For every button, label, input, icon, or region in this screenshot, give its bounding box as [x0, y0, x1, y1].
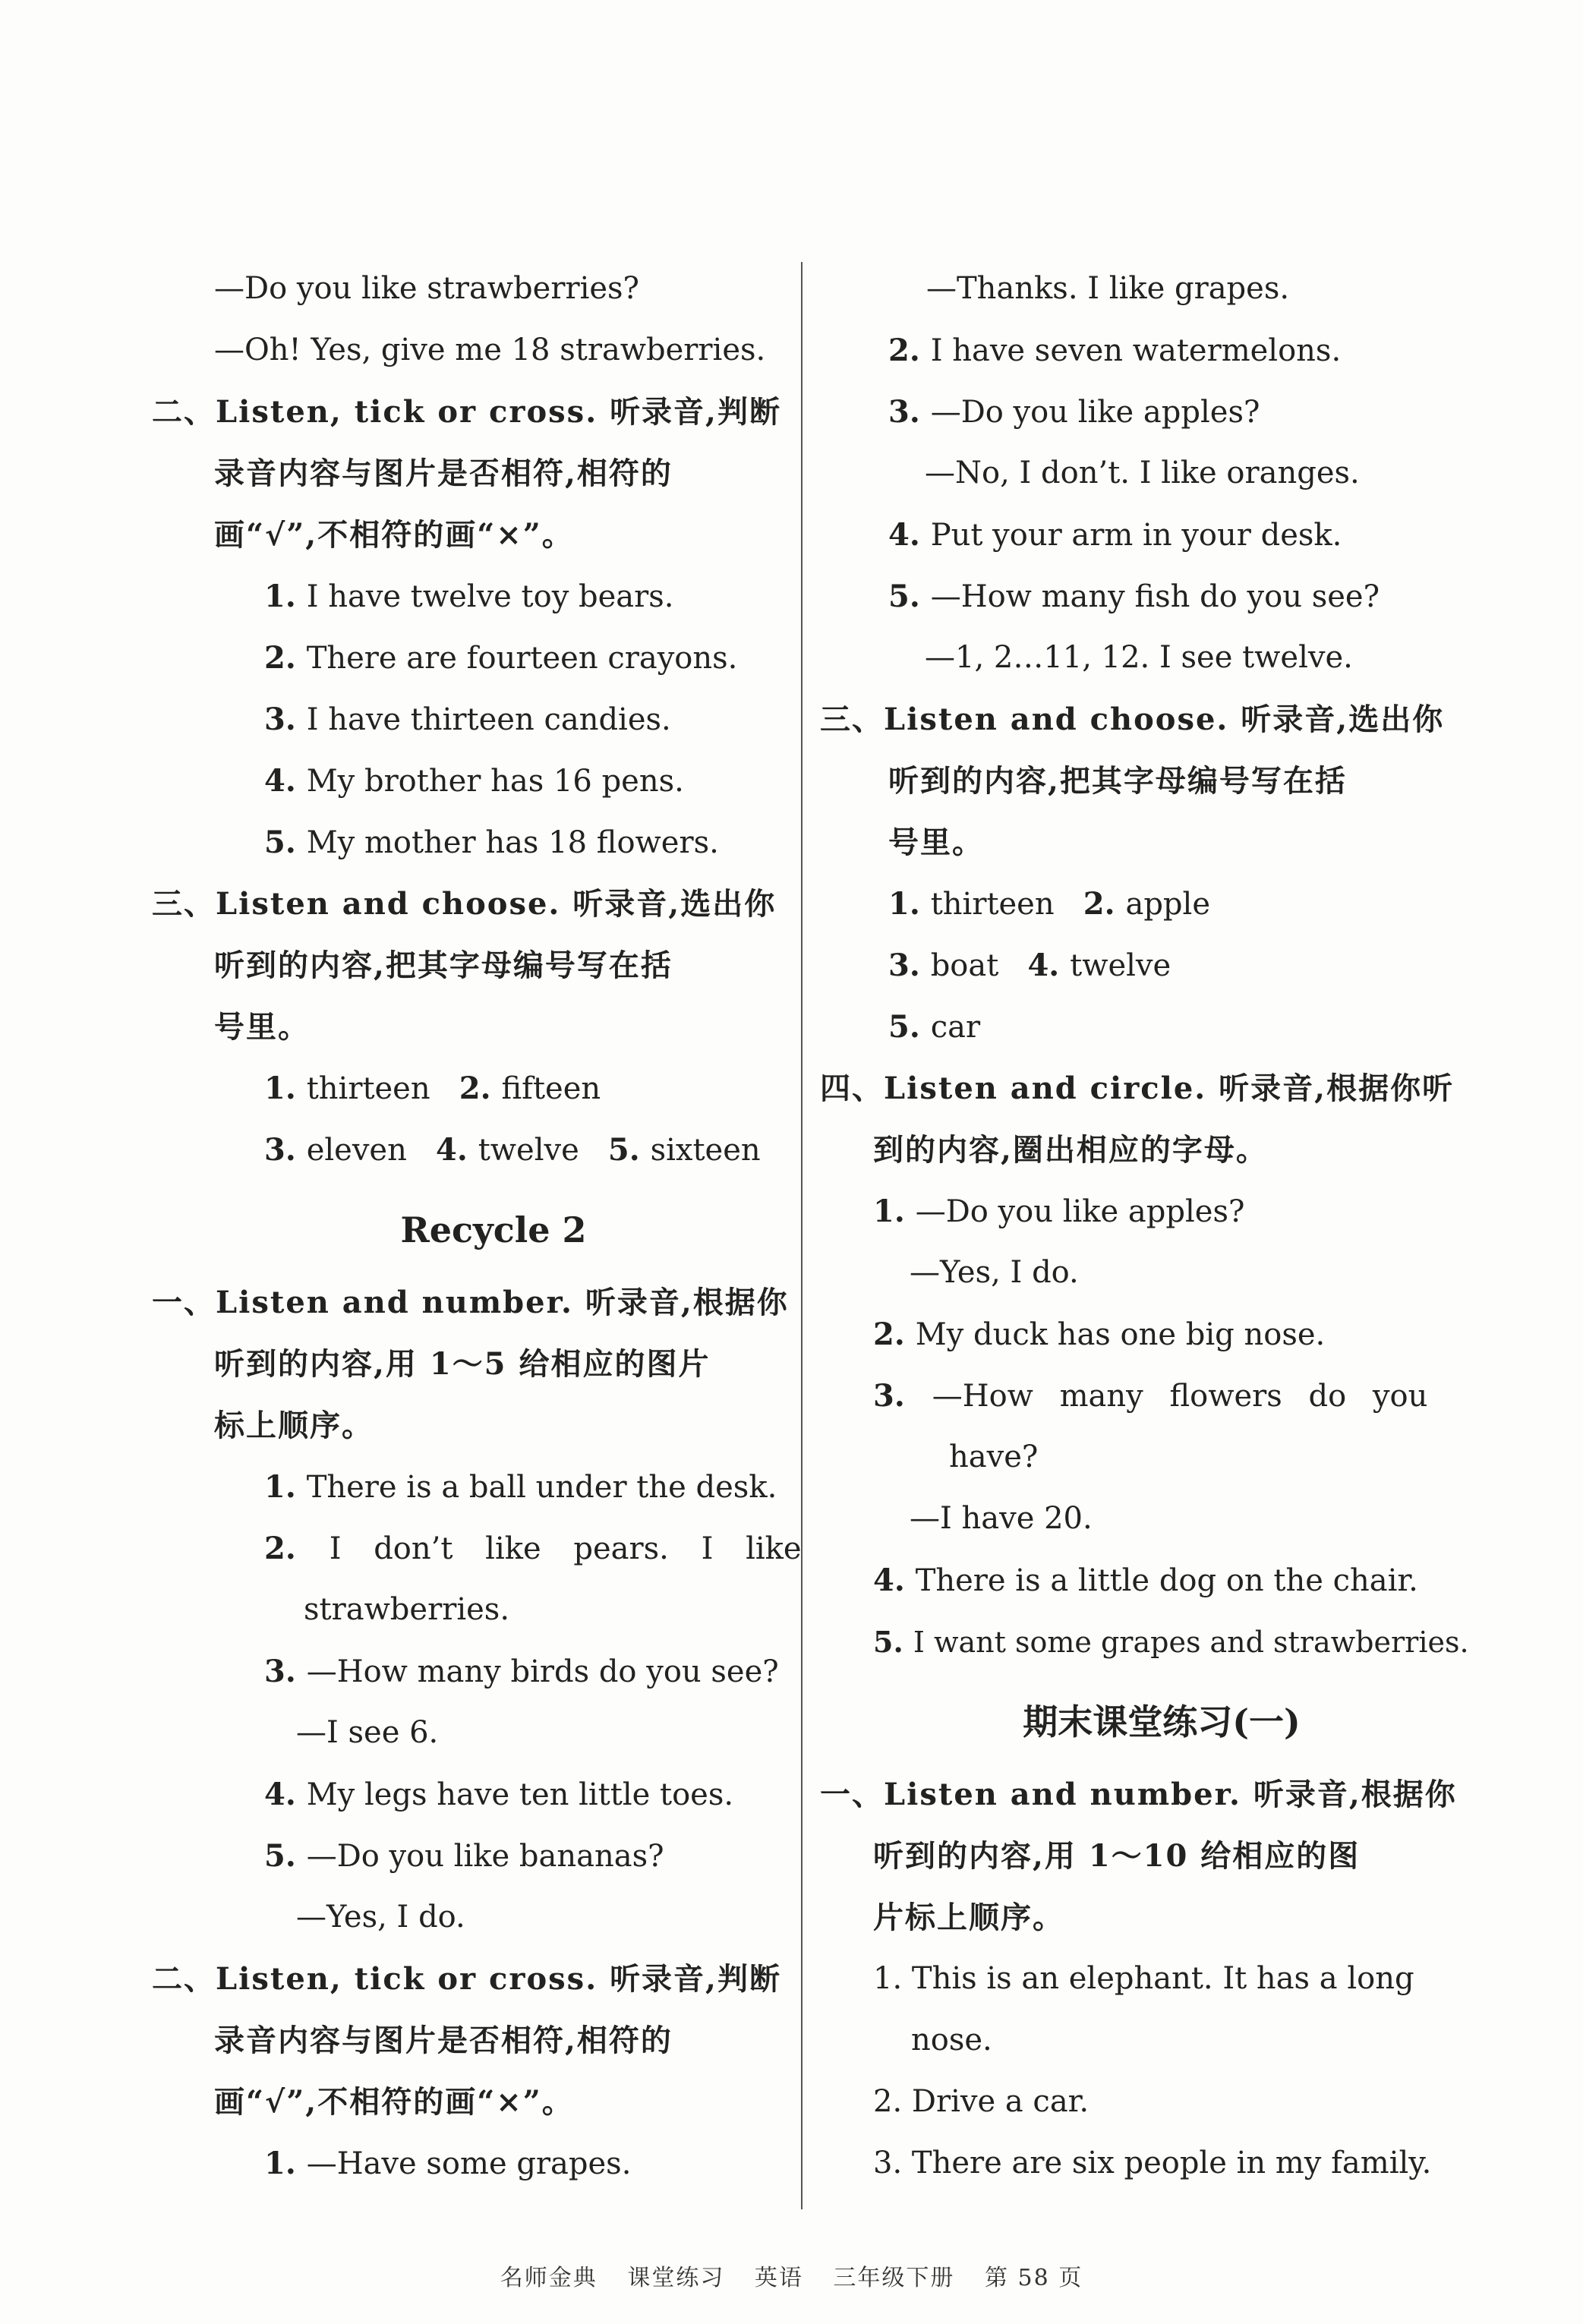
list-item: 1. I have twelve toy bears. [264, 579, 674, 614]
section-heading-line: 录音内容与图片是否相符,相符的 [214, 456, 673, 491]
list-item: 1. —Have some grapes. [264, 2146, 632, 2181]
section-heading-line: 录音内容与图片是否相符,相符的 [214, 2023, 673, 2058]
section-heading-line: 号里。 [888, 825, 984, 860]
list-item: 1. There is a ball under the desk. [264, 1469, 777, 1505]
list-item-cont: —I have 20. [910, 1501, 1093, 1536]
list-item-cont: —Yes, I do. [296, 1900, 465, 1935]
section-heading-line: 号里。 [214, 1009, 310, 1045]
list-item: 3. —How many birds do you see? [264, 1654, 779, 1689]
section-heading-line: 听到的内容,把其字母编号写在括 [214, 948, 673, 983]
list-item: 4. My legs have ten little toes. [264, 1777, 734, 1812]
list-item: 3. There are six people in my family. [873, 2146, 1432, 2181]
section-heading: 一、Listen and number. 听录音,根据你 [820, 1777, 1457, 1812]
list-item: 3. —How many flowers do you [873, 1378, 1428, 1414]
list-item-cont: —I see 6. [296, 1715, 439, 1750]
list-item: 1. —Do you like apples? [873, 1194, 1245, 1229]
list-item: 1. This is an elephant. It has a long [873, 1961, 1414, 1996]
section-heading-line: 画“√”,不相符的画“×”。 [214, 2084, 574, 2120]
section-heading: 二、Listen, tick or cross. 听录音,判断 [152, 1961, 781, 1997]
section-heading-line: 标上顺序。 [214, 1408, 374, 1443]
section-title: Recycle 2 [400, 1209, 587, 1250]
list-item: 2. I have seven watermelons. [888, 333, 1342, 368]
list-item: 4. Put your arm in your desk. [888, 517, 1342, 553]
section-heading-line: 画“√”,不相符的画“×”。 [214, 517, 574, 553]
list-item: 4. There is a little dog on the chair. [873, 1562, 1418, 1598]
list-item-cont: —No, I don’t. I like oranges. [925, 456, 1360, 490]
list-item: 5. My mother has 18 flowers. [264, 825, 719, 860]
answer-row: 3. eleven 4. twelve 5. sixteen [264, 1132, 761, 1168]
list-item-cont: nose. [911, 2023, 992, 2058]
list-item-cont: strawberries. [304, 1592, 510, 1627]
left-column [152, 258, 835, 2194]
list-item: 5. —How many fish do you see? [888, 579, 1380, 614]
list-item-cont: —1, 2…11, 12. I see twelve. [925, 640, 1353, 675]
answer-row: 3. boat 4. twelve [888, 948, 1171, 983]
section-heading-line: 听到的内容,把其字母编号写在括 [888, 763, 1347, 799]
text-line: —Thanks. I like grapes. [926, 271, 1290, 306]
list-item: 3. —Do you like apples? [888, 394, 1260, 430]
text-line: —Oh! Yes, give me 18 strawberries. [214, 333, 766, 367]
list-item: 3. I have thirteen candies. [264, 702, 671, 737]
section-title: 期末课堂练习(一) [1023, 1701, 1301, 1742]
section-heading: 二、Listen, tick or cross. 听录音,判断 [152, 394, 781, 430]
section-heading-line: 到的内容,圈出相应的字母。 [873, 1132, 1268, 1168]
answer-row: 1. thirteen 2. apple [888, 886, 1210, 922]
section-heading-line: 听到的内容,用 1～5 给相应的图片 [214, 1346, 711, 1382]
list-item: 2. I don’t like pears. I like [264, 1531, 802, 1566]
list-item: 4. My brother has 16 pens. [264, 763, 684, 799]
section-heading: 三、Listen and choose. 听录音,选出你 [152, 886, 777, 922]
list-item: 5. —Do you like bananas? [264, 1838, 664, 1874]
section-heading: 一、Listen and number. 听录音,根据你 [152, 1285, 789, 1320]
section-heading-line: 片标上顺序。 [873, 1900, 1064, 1935]
list-item: 2. My duck has one big nose. [873, 1317, 1326, 1352]
list-item: 5. I want some grapes and strawberries. [873, 1625, 1469, 1659]
answer-row: 1. thirteen 2. fifteen [264, 1071, 601, 1106]
page-footer: 名师金典 课堂练习 英语 三年级下册 第 58 页 [500, 2265, 1083, 2291]
section-heading: 四、Listen and circle. 听录音,根据你听 [820, 1071, 1455, 1106]
list-item-cont: —Yes, I do. [910, 1255, 1079, 1290]
list-item: 2. Drive a car. [873, 2084, 1089, 2119]
list-item: 2. There are fourteen crayons. [264, 640, 738, 676]
section-heading-line: 听到的内容,用 1～10 给相应的图 [873, 1838, 1361, 1874]
right-column [820, 258, 1503, 2194]
list-item-cont: have? [949, 1439, 1039, 1474]
text-line: —Do you like strawberries? [214, 271, 639, 306]
section-heading: 三、Listen and choose. 听录音,选出你 [820, 702, 1445, 737]
answer-row: 5. car [888, 1009, 981, 1045]
